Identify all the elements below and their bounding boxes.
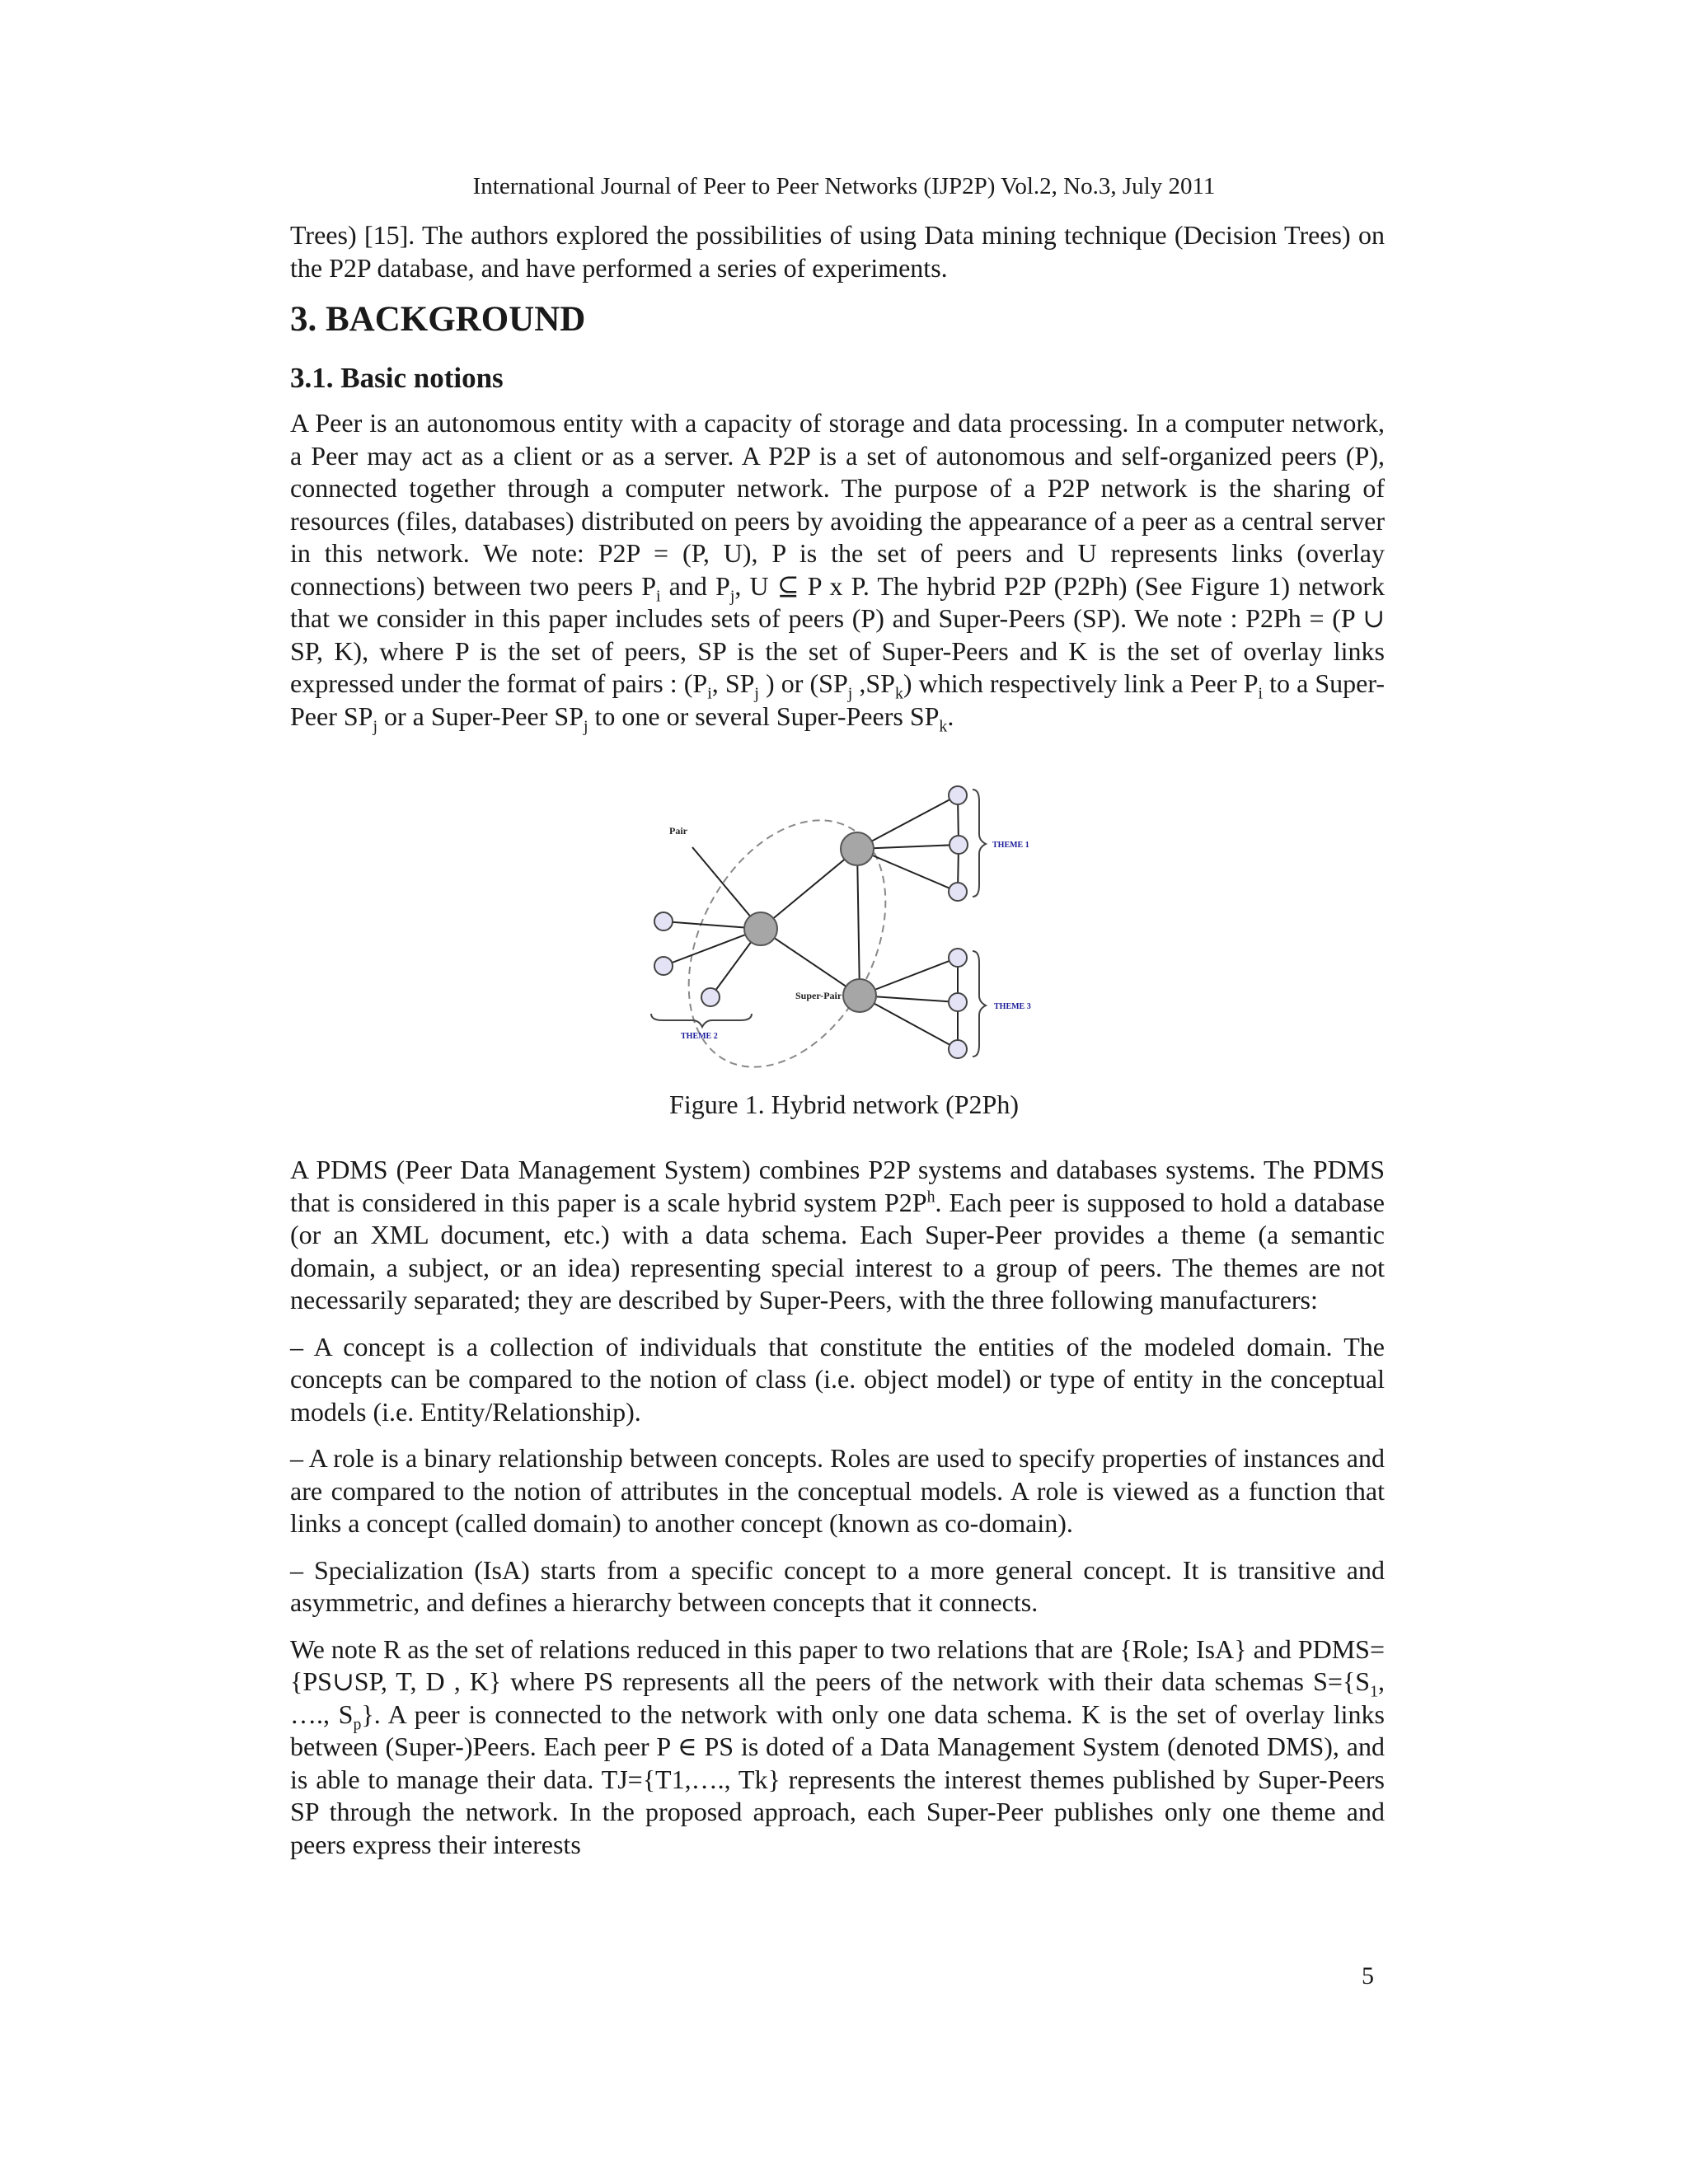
paragraph-pdms	[290, 1154, 1385, 1861]
peer-node	[949, 949, 967, 967]
super-peer-bottom	[843, 979, 876, 1012]
peer-node	[701, 988, 720, 1006]
peer-node	[949, 993, 967, 1011]
super-peer-top	[841, 832, 874, 865]
running-header: International Journal of Peer to Peer Networks (IJP2P) Vol.2, No.3, July 2011	[472, 173, 1216, 199]
subsection-heading: 3.1. Basic notions	[290, 362, 504, 394]
peer-node	[950, 836, 968, 854]
peer-node	[654, 957, 673, 975]
peer-node	[949, 786, 967, 804]
super-peer-left	[744, 912, 777, 945]
super-pair-label: Super-Pair	[795, 990, 842, 1001]
peer-node	[949, 883, 967, 901]
paragraph-basic-notions	[290, 407, 1385, 733]
pair-label: Pair	[669, 825, 687, 837]
page-number: 5	[1362, 1962, 1374, 1990]
intro-paragraph	[290, 219, 1385, 284]
peer-node	[949, 1040, 967, 1058]
theme1-brace	[973, 790, 986, 897]
bullet-specialization: – Specialization (IsA) starts from a specific concept to a more general concept. It is transitive and asymmetric, and defines a hierarchy between concepts that it connects.	[290, 1554, 1385, 1617]
theme3-brace	[973, 951, 986, 1057]
figure-caption: Figure 1. Hybrid network (P2Ph)	[669, 1090, 1019, 1119]
theme3-label: THEME 3	[994, 1002, 1031, 1011]
theme1-label: THEME 1	[992, 841, 1029, 850]
section-heading: 3. BACKGROUND	[290, 300, 586, 339]
overlay-links	[663, 795, 959, 1049]
super-peer-nodes	[744, 832, 876, 1012]
paragraph-2: A PDMS (Peer Data Management System) combines P2P systems and databases systems. The PDMS that is considered in this paper is a scale hybrid system $P2P^h$. Each peer is supposed to hold a database (or an XML document, etc.) with a data schema. Each Super-Peer provides a theme (a semantic domain, a subject, or an idea) representing special interest to a group of peers. The themes are not necessarily separated; they are described by Super-Peers, with the three following manufacturers:	[290, 1155, 1386, 1315]
peer-node	[654, 912, 673, 930]
paragraph-3: We note R as the set of relations reduced in this paper to two relations that are {Role; IsA} and PDMS={PS∪SP, T, D , K} where PS represents all the peers of the network with their data schemas $S=\{S_1$, …., $S_p$}. A peer is connected to the network with only one data schema. K is the set of overlay links between (Super-)Peers. Each peer P ∈ PS is doted of a Data Management System (denoted DMS), and is able to manage their data. TJ={T1,…., Tk} represents the interest themes published by Super-Peers SP through the network. In the proposed approach, each Super-Peer publishes only one theme and peers express their interests	[290, 1633, 1386, 1859]
paragraph-1: A Peer is an autonomous entity with a capacity of storage and data processing. In a computer network, a Peer may act as a client or as a server. A P2P is a set of autonomous and self-organized peers (P), connected together through a computer network. The purpose of a P2P network is the sharing of resources (files, databases) distributed on peers by avoiding the appearance of a peer as a central server in this network. We note: P2P = (P, U), P is the set of peers and U represents links (overlay connections) between two peers $P_i$ and $P_j$, U ⊆ P x P. The hybrid P2P (P2Ph) (See Figure 1) network that we consider in this paper includes sets of peers (P) and Super-Peers (SP). We note : P2Ph = (P ∪ SP, K), where P is the set of peers, SP is the set of Super-Peers and K is the set of overlay links expressed under the format of pairs : ($P_i$, $SP_j$ ) or ($SP_j$ $,SP_k$) which respectively link a Peer $P_i$ to a Super-Peer $SP_j$ or a Super-Peer $SP_j$ to one or several Super-Peers $SP_k$.	[290, 408, 1386, 735]
hybrid-network-figure	[626, 783, 1055, 1080]
theme2-label: THEME 2	[681, 1032, 718, 1041]
intro-text: Trees) [15]. The authors explored the possibilities of using Data mining technique (Decision Trees) on the P2P database, and have performed a series of experiments.	[290, 220, 1385, 283]
theme2-brace	[651, 1014, 752, 1027]
bullet-role: – A role is a binary relationship between concepts. Roles are used to specify properties of instances and are compared to the notion of attributes in the conceptual models. A role is viewed as a function that links a concept (called domain) to another concept (known as co-domain).	[290, 1443, 1385, 1538]
bullet-concept: – A concept is a collection of individuals that constitute the entities of the modeled domain. The concepts can be compared to the notion of class (i.e. object model) or type of entity in the conceptual models (i.e. Entity/Relationship).	[290, 1331, 1385, 1427]
